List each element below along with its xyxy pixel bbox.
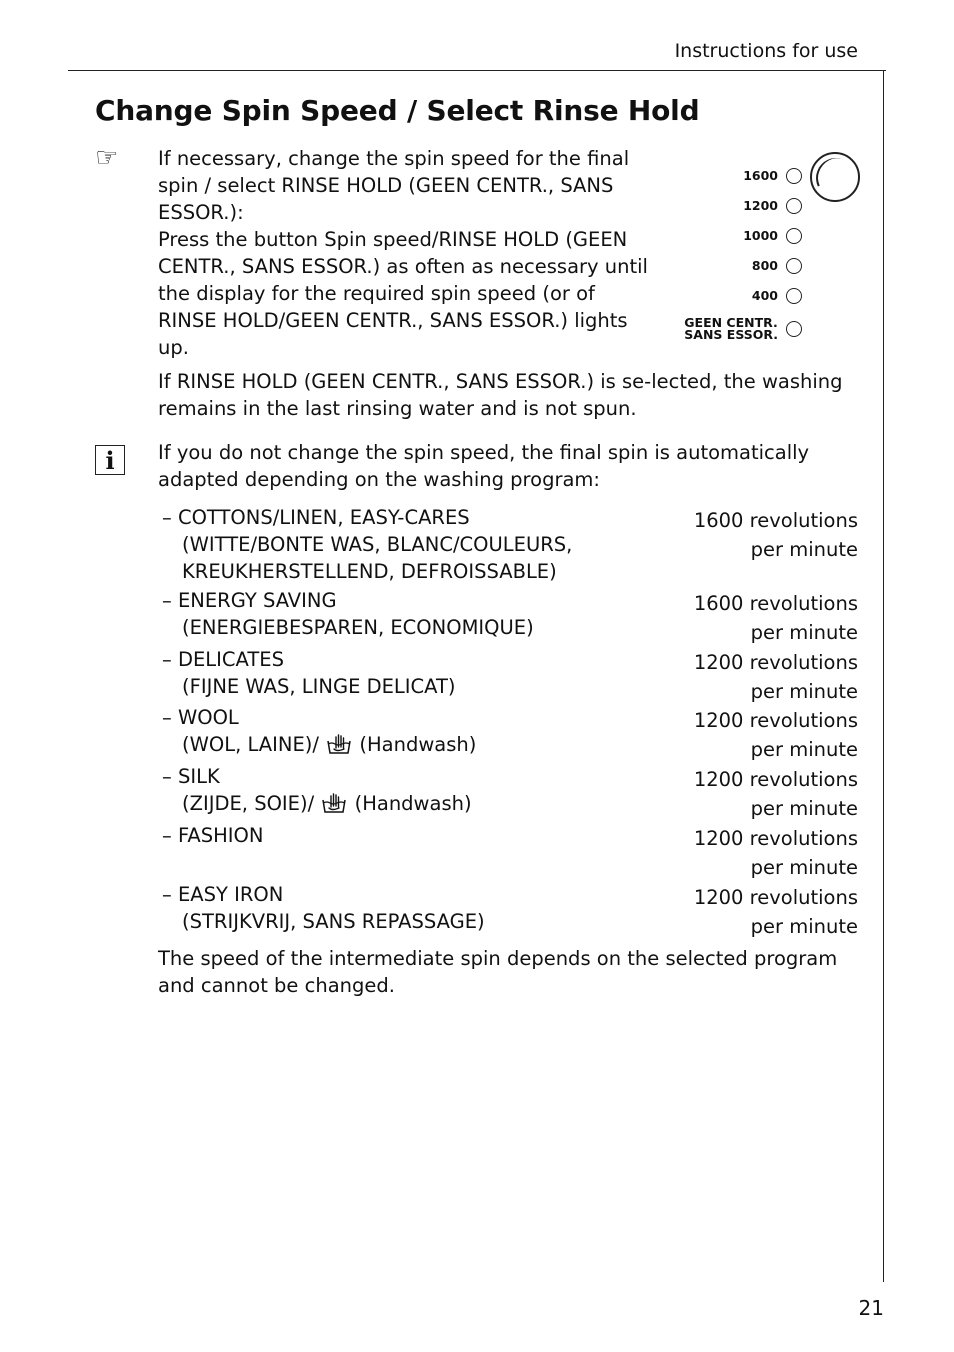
led-1000-icon [786, 228, 802, 244]
program-item [162, 822, 858, 881]
program-name-block [162, 763, 682, 817]
program-name-block [162, 587, 682, 641]
intermediate-spin-note: The speed of the intermediate spin depends on the selected program and cannot be changed. [158, 947, 838, 997]
program-name: – WOOL [162, 706, 239, 729]
panel-label-rinse-hold [684, 317, 778, 341]
panel-row-1600 [743, 167, 802, 185]
running-header: Instructions for use [674, 40, 858, 62]
program-item [162, 763, 858, 822]
top-rule [68, 70, 886, 71]
speed-value: 1600 revolutions [693, 509, 858, 532]
program-speed [694, 883, 858, 941]
program-sub [162, 790, 682, 817]
program-list [162, 504, 858, 941]
panel-label-1000: 1000 [743, 228, 778, 243]
page-title: Change Spin Speed / Select Rinse Hold [95, 94, 700, 127]
panel-label-1600: 1600 [743, 168, 778, 183]
led-rinse-hold-icon [786, 321, 802, 337]
led-400-icon [786, 288, 802, 304]
program-sub-prefix: (WOL, LAINE)/ [182, 733, 319, 756]
program-item [162, 587, 858, 646]
program-sub-suffix: (Handwash) [354, 792, 472, 815]
info-text: If you do not change the spin speed, the final spin is automatically adapted depending on the washing program: [158, 441, 810, 491]
pointing-hand-icon: ☞ [95, 143, 119, 173]
speed-unit: per minute [750, 915, 858, 938]
panel-row-1000 [743, 227, 802, 245]
led-800-icon [786, 258, 802, 274]
program-name: – FASHION [162, 824, 264, 847]
speed-value: 1200 revolutions [693, 886, 858, 909]
panel-row-1200 [743, 197, 802, 215]
panel-row-400 [752, 287, 802, 305]
program-name-block [162, 704, 682, 758]
speed-unit: per minute [750, 680, 858, 703]
speed-unit: per minute [750, 538, 858, 561]
speed-unit: per minute [750, 621, 858, 644]
panel-label-geen-centr: GEEN CENTR. [684, 315, 778, 330]
speed-value: 1200 revolutions [693, 709, 858, 732]
speed-value: 1200 revolutions [693, 827, 858, 850]
panel-label-800: 800 [751, 258, 778, 273]
led-1200-icon [786, 198, 802, 214]
program-speed [694, 506, 858, 564]
program-name-block [162, 504, 682, 585]
program-name: – ENERGY SAVING [162, 589, 337, 612]
program-item [162, 504, 858, 587]
program-sub-suffix: (Handwash) [359, 733, 477, 756]
panel-label-sans-essor: SANS ESSOR. [684, 327, 778, 342]
led-1600-icon [786, 168, 802, 184]
program-sub [162, 731, 682, 758]
program-sub-prefix: (ZIJDE, SOIE)/ [182, 792, 315, 815]
program-name: – DELICATES [162, 648, 284, 671]
program-name-block [162, 822, 682, 849]
speed-unit: per minute [750, 738, 858, 761]
rinse-hold-note: If RINSE HOLD (GEEN CENTR., SANS ESSOR.) is se-lected, the washing remains in the last rinsing water and is not spun. [158, 370, 843, 420]
program-sub: (ENERGIEBESPAREN, ECONOMIQUE) [182, 616, 534, 639]
program-name: – SILK [162, 765, 220, 788]
panel-row-rinse-hold [684, 316, 802, 342]
program-speed [694, 706, 858, 764]
program-sub: (WITTE/BONTE WAS, BLANC/COULEURS, [182, 533, 573, 556]
program-sub: (FIJNE WAS, LINGE DELICAT) [182, 675, 456, 698]
speed-value: 1200 revolutions [693, 768, 858, 791]
spin-speed-panel [680, 150, 870, 350]
step-line-2: Press the button Spin speed/RINSE HOLD (GEEN CENTR., SANS ESSOR.) as often as necessary until the display for the required spin speed (or of RINSE HOLD/GEEN CENTR., SANS ESSOR.) lights up. [158, 228, 648, 359]
program-item [162, 881, 858, 941]
speed-unit: per minute [750, 797, 858, 820]
speed-unit: per minute [750, 856, 858, 879]
spin-speed-button-icon [810, 152, 860, 202]
step-line-1: If necessary, change the spin speed for the final spin / select RINSE HOLD (GEEN CENTR., SANS ESSOR.): [158, 147, 630, 224]
panel-label-1200: 1200 [743, 198, 778, 213]
panel-label-400: 400 [751, 288, 778, 303]
page-number: 21 [858, 1296, 884, 1320]
program-speed [694, 765, 858, 823]
program-name: – EASY IRON [162, 883, 284, 906]
info-icon: i [95, 445, 125, 475]
program-name-block [162, 646, 682, 700]
program-item [162, 704, 858, 763]
program-name-block [162, 881, 682, 935]
handwash-icon [320, 792, 348, 814]
handwash-icon [325, 733, 353, 755]
panel-row-800 [752, 257, 802, 275]
step-instructions [158, 145, 648, 361]
right-rule [883, 70, 884, 1282]
speed-value: 1200 revolutions [693, 651, 858, 674]
program-speed [694, 589, 858, 647]
program-item [162, 646, 858, 704]
speed-value: 1600 revolutions [693, 592, 858, 615]
program-speed [694, 648, 858, 706]
program-sub: KREUKHERSTELLEND, DEFROISSABLE) [182, 560, 557, 583]
program-speed [694, 824, 858, 882]
program-name: – COTTONS/LINEN, EASY-CARES [162, 506, 470, 529]
program-sub: (STRIJKVRIJ, SANS REPASSAGE) [182, 910, 485, 933]
